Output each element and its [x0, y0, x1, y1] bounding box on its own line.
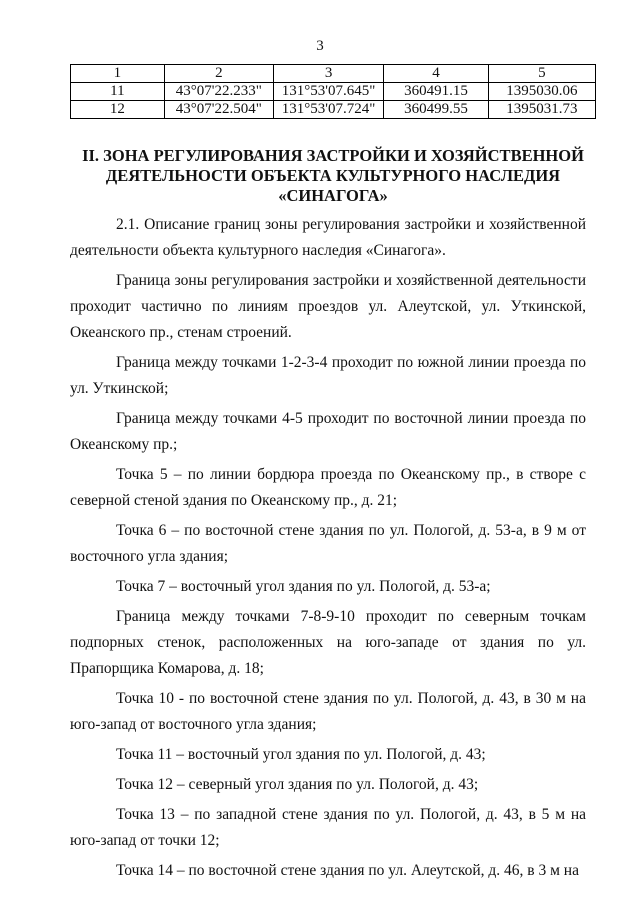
table-cell: 360491.15	[384, 83, 489, 101]
document-body	[70, 212, 586, 888]
table-cell: 1395030.06	[488, 83, 595, 101]
paragraph: Точка 10 - по восточной стене здания по ул. Пологой, д. 43, в 30 м на юго-запад от восточного угла здания;	[70, 690, 586, 733]
table-cell: 12	[71, 101, 165, 119]
table-row	[71, 101, 596, 119]
section-title-line: ДЕЯТЕЛЬНОСТИ ОБЪЕКТА КУЛЬТУРНОГО НАСЛЕДИЯ	[105, 166, 561, 185]
paragraph: Граница зоны регулирования застройки и хозяйственной деятельности проходит частично по линиям проездов ул. Алеутской, ул. Уткинской, Океанского пр., стенам строений.	[70, 272, 586, 341]
table-header-cell: 2	[164, 65, 273, 83]
section-title-line: II. ЗОНА РЕГУЛИРОВАНИЯ ЗАСТРОЙКИ И ХОЗЯЙСТВЕННОЙ	[82, 146, 584, 165]
paragraph: Точка 12 – северный угол здания по ул. Пологой, д. 43;	[116, 776, 479, 793]
paragraph: Точка 11 – восточный угол здания по ул. Пологой, д. 43;	[116, 746, 486, 763]
paragraph: Точка 13 – по западной стене здания по ул. Пологой, д. 43, в 5 м на юго-запад от точки 12;	[70, 806, 586, 849]
coordinates-table	[70, 64, 596, 119]
section-title-line: «СИНАГОГА»	[278, 186, 388, 205]
paragraph: Точка 14 – по восточной стене здания по ул. Алеутской, д. 46, в 3 м на	[116, 862, 579, 879]
paragraph: Граница между точками 1-2-3-4 проходит по южной линии проезда по ул. Уткинской;	[70, 354, 586, 397]
table-header-cell: 4	[384, 65, 489, 83]
table-cell: 11	[71, 83, 165, 101]
section-title	[70, 146, 596, 206]
table-cell: 360499.55	[384, 101, 489, 119]
table-cell: 43°07'22.504"	[164, 101, 273, 119]
paragraph: Граница между точками 7-8-9-10 проходит по северным точкам подпорных стенок, расположенных на юго-западе от здания по ул. Прапорщика Комарова, д. 18;	[70, 608, 586, 677]
table-cell: 43°07'22.233"	[164, 83, 273, 101]
table-cell: 131°53'07.724"	[273, 101, 383, 119]
paragraph: Точка 6 – по восточной стене здания по ул. Пологой, д. 53-а, в 9 м от восточного угла здания;	[70, 522, 586, 565]
paragraph: 2.1. Описание границ зоны регулирования застройки и хозяйственной деятельности объекта культурного наследия «Синагога».	[70, 216, 586, 259]
table-header-row	[71, 65, 596, 83]
paragraph: Граница между точками 4-5 проходит по восточной линии проезда по Океанскому пр.;	[70, 410, 586, 453]
table-cell: 131°53'07.645"	[273, 83, 383, 101]
table-header-cell: 3	[273, 65, 383, 83]
table-header-cell: 5	[488, 65, 595, 83]
table-header-cell: 1	[71, 65, 165, 83]
paragraph: Точка 5 – по линии бордюра проезда по Океанскому пр., в створе с северной стеной здания по Океанскому пр., д. 21;	[70, 466, 586, 509]
page-number: 3	[316, 38, 324, 54]
table-cell: 1395031.73	[488, 101, 595, 119]
paragraph: Точка 7 – восточный угол здания по ул. Пологой, д. 53-а;	[116, 578, 491, 595]
table-row	[71, 83, 596, 101]
